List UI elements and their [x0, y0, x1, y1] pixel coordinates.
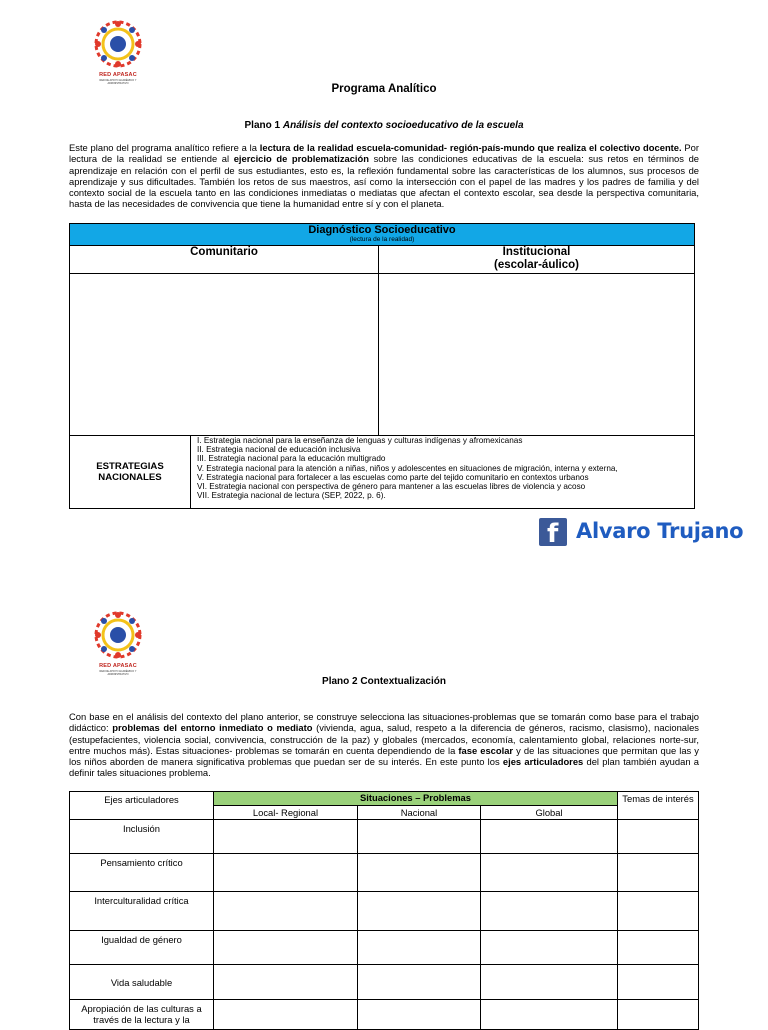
logo-emblem-icon	[90, 607, 146, 663]
contextualizacion-table	[69, 791, 699, 1030]
cell[interactable]	[214, 820, 358, 854]
cell[interactable]	[358, 820, 481, 854]
col-institucional: Institucional (escolar-áulico)	[379, 246, 695, 274]
estrategia-item: VII. Estrategia nacional de lectura (SEP, 2022, p. 6).	[197, 491, 386, 501]
estrategias-label: ESTRATEGIAS NACIONALES	[70, 436, 191, 508]
estrategia-item: II. Estrategia nacional de educación inclusiva	[197, 445, 361, 455]
cell[interactable]	[214, 892, 358, 931]
estrategia-item: V. Estrategia nacional para la atención a niñas, niños y adolescentes en situaciones de migración, interna y externa,	[197, 463, 618, 473]
estrategias-row	[70, 436, 695, 509]
plano1-label: Plano 1	[244, 120, 283, 131]
logo-red-apasac-2	[90, 607, 146, 675]
cell[interactable]	[481, 820, 618, 854]
cell[interactable]	[618, 854, 699, 892]
col-comunitario: Comunitario	[70, 246, 379, 274]
page1-paragraph: Este plano del programa analítico refiere a la lectura de la realidad escuela-comunidad- región-país-mundo que realiza el colectivo docente. Por lectura de la realidad se entiende al ejercicio de problematización sobre las condiciones educativas de la escuela: sus retos en términos de aprendizaje en relación con el perfil de sus estudiantes, esto es, la reflexión fundamental sobre las características de los alumnos, sus procesos de aprendizaje y sus dificultades. También los retos de sus maestros, así como la intersección con el papel de las madres y los padres de familia y del contexto social de la escuela tanto en las condiciones inmediatas o mediatas que afectan el contexto escolar, sea desde la perspectiva comunitaria, hasta de las necesidades de convivencia que tiene la humanidad entre sí y con el planeta.	[69, 142, 699, 210]
estrategia-item: III. Estrategia nacional para la educación multigrado	[197, 454, 386, 464]
diagnostico-title: Diagnóstico Socioeducativo	[308, 224, 456, 236]
plano1-italic: Análisis del contexto socioeducativo de la escuela	[282, 120, 524, 131]
estrategia-item: V. Estrategia nacional para fortalecer a las escuelas como parte del tejido comunitario en contextos urbanos	[197, 472, 589, 482]
cell[interactable]	[214, 1000, 358, 1030]
estrategia-item: VI. Estrategia nacional con perspectiva de género para mantener a las escuelas libres de violencia y acoso	[197, 482, 586, 492]
facebook-name[interactable]: Alvaro Trujano	[576, 519, 744, 543]
logo-red-apasac	[90, 16, 146, 84]
col-situaciones: Situaciones – Problemas	[214, 792, 618, 806]
cell[interactable]	[214, 854, 358, 892]
logo-emblem-icon	[90, 16, 146, 72]
logo-name: RED APASAC	[99, 663, 137, 669]
page2-paragraph: Con base en el análisis del contexto del plano anterior, se construye selecciona las situaciones-problemas que se tomarán como base para el trabajo didáctico: problemas del entorno inmediato o mediato (vivienda, agua, salud, respeto a la diferencia de géneros, racismo, clasismo), nacionales (estupefacientes, violencia social, convivencia, construcción de la paz) y globales (mercados, economía, calentamiento global, relaciones norte-sur, entre muchos más). Estas situaciones- problemas se tomarán en cuenta dependiendo de la fase escolar y de las situaciones que permitan que las y los niños aborden de manera significativa problemas que puedan ser de su interés. En este punto los ejes articuladores del plan también ayudan a definir tales situaciones problema.	[69, 711, 699, 779]
estrategias-list	[191, 436, 694, 508]
cell[interactable]	[214, 931, 358, 965]
cell-comunitario[interactable]	[70, 274, 379, 436]
col-local: Local- Regional	[214, 806, 358, 820]
table-row: Apropiación de las culturas a través de la lectura y la	[70, 1000, 214, 1030]
page2-title: Plano 2 Contextualización	[322, 676, 446, 687]
logo-name: RED APASAC	[99, 72, 137, 78]
col-temas: Temas de interés	[618, 792, 699, 820]
cell[interactable]	[618, 892, 699, 931]
cell[interactable]	[358, 892, 481, 931]
cell[interactable]	[481, 1000, 618, 1030]
logo-subtitle: RED DE APOYO ACADÉMICO Y ADMINISTRATIVO	[99, 670, 137, 676]
cell[interactable]	[618, 1000, 699, 1030]
estrategia-item: I. Estrategia nacional para la enseñanza de lenguas y culturas indígenas y afromexicanas	[197, 436, 523, 445]
table-row: Inclusión	[70, 820, 214, 854]
cell[interactable]	[214, 965, 358, 1000]
cell[interactable]	[481, 892, 618, 931]
cell[interactable]	[618, 820, 699, 854]
diagnostico-table	[69, 223, 695, 509]
cell[interactable]	[618, 965, 699, 1000]
diagnostico-subtitle: (lectura de la realidad)	[349, 236, 415, 243]
diagnostico-header	[70, 224, 695, 246]
logo-subtitle: RED DE APOYO ACADÉMICO Y ADMINISTRATIVO	[99, 79, 137, 85]
table-row: Vida saludable	[70, 965, 214, 1000]
facebook-icon[interactable]: f	[539, 518, 567, 546]
page1-subtitle	[0, 120, 768, 131]
cell[interactable]	[481, 931, 618, 965]
cell[interactable]	[481, 854, 618, 892]
table-row: Igualdad de género	[70, 931, 214, 965]
col-nacional: Nacional	[358, 806, 481, 820]
cell[interactable]	[358, 965, 481, 1000]
cell[interactable]	[358, 854, 481, 892]
cell[interactable]	[618, 931, 699, 965]
table-row: Pensamiento crítico	[70, 854, 214, 892]
col-ejes: Ejes articuladores	[70, 792, 214, 820]
cell-institucional[interactable]	[379, 274, 695, 436]
cell[interactable]	[358, 931, 481, 965]
col-global: Global	[481, 806, 618, 820]
table-row: Interculturalidad crítica	[70, 892, 214, 931]
cell[interactable]	[481, 965, 618, 1000]
page1-title: Programa Analítico	[331, 83, 437, 95]
cell[interactable]	[358, 1000, 481, 1030]
